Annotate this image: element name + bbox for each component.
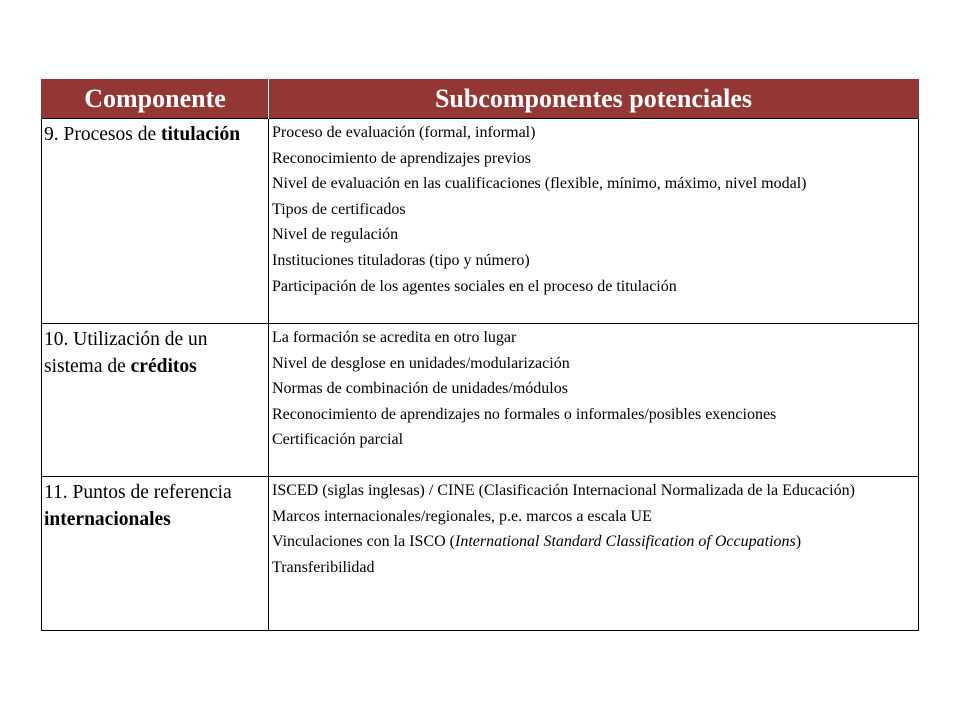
components-table <box>41 79 919 631</box>
component-keyword: créditos <box>130 356 197 377</box>
header-subcomponents: Subcomponentes potenciales <box>269 79 919 119</box>
isco-italic: International Standard Classification of Occupations <box>455 533 796 551</box>
table-row <box>42 324 919 477</box>
component-keyword: titulación <box>160 124 241 145</box>
subcomponents-cell <box>269 477 919 631</box>
subcomponents-cell <box>269 119 919 324</box>
list-item: Reconocimiento de aprendizajes previos <box>272 149 532 167</box>
list-item: Reconocimiento de aprendizajes no formales o informales/posibles exenciones <box>272 405 777 423</box>
component-label: 11. Puntos de referencia <box>44 482 232 503</box>
subcomponents-cell <box>269 324 919 477</box>
list-item: Participación de los agentes sociales en el proceso de titulación <box>272 277 677 295</box>
component-cell <box>42 119 269 324</box>
isco-close: ) <box>795 533 802 551</box>
list-item: Proceso de evaluación (formal, informal) <box>272 124 536 141</box>
list-item: Tipos de certificados <box>272 200 406 218</box>
header-row <box>42 79 919 119</box>
table-row <box>42 119 919 324</box>
table-row <box>42 477 919 631</box>
component-cell <box>42 324 269 477</box>
list-item: Transferibilidad <box>272 558 375 576</box>
list-item: La formación se acredita en otro lugar <box>272 329 517 346</box>
component-cell <box>42 477 269 631</box>
list-item: Normas de combinación de unidades/módulos <box>272 380 568 398</box>
header-component: Componente <box>42 79 269 119</box>
list-item: Nivel de regulación <box>272 226 399 244</box>
list-item <box>272 529 914 555</box>
component-keyword: internacionales <box>44 509 171 530</box>
list-item: Marcos internacionales/regionales, p.e. marcos a escala UE <box>272 507 652 525</box>
list-item: Certificación parcial <box>272 431 404 449</box>
list-item: Nivel de evaluación en las cualificaciones (flexible, mínimo, máximo, nivel modal) <box>272 175 807 193</box>
component-label: 10. Utilización de un sistema de <box>44 329 208 377</box>
list-item: Nivel de desglose en unidades/modularización <box>272 354 570 372</box>
isco-text: Vinculaciones con la ISCO ( <box>272 533 455 551</box>
list-item: Instituciones tituladoras (tipo y número) <box>272 251 530 269</box>
component-label: 9. Procesos de <box>44 124 161 145</box>
list-item: ISCED (siglas inglesas) / CINE (Clasificación Internacional Normalizada de la Educación) <box>272 482 855 499</box>
